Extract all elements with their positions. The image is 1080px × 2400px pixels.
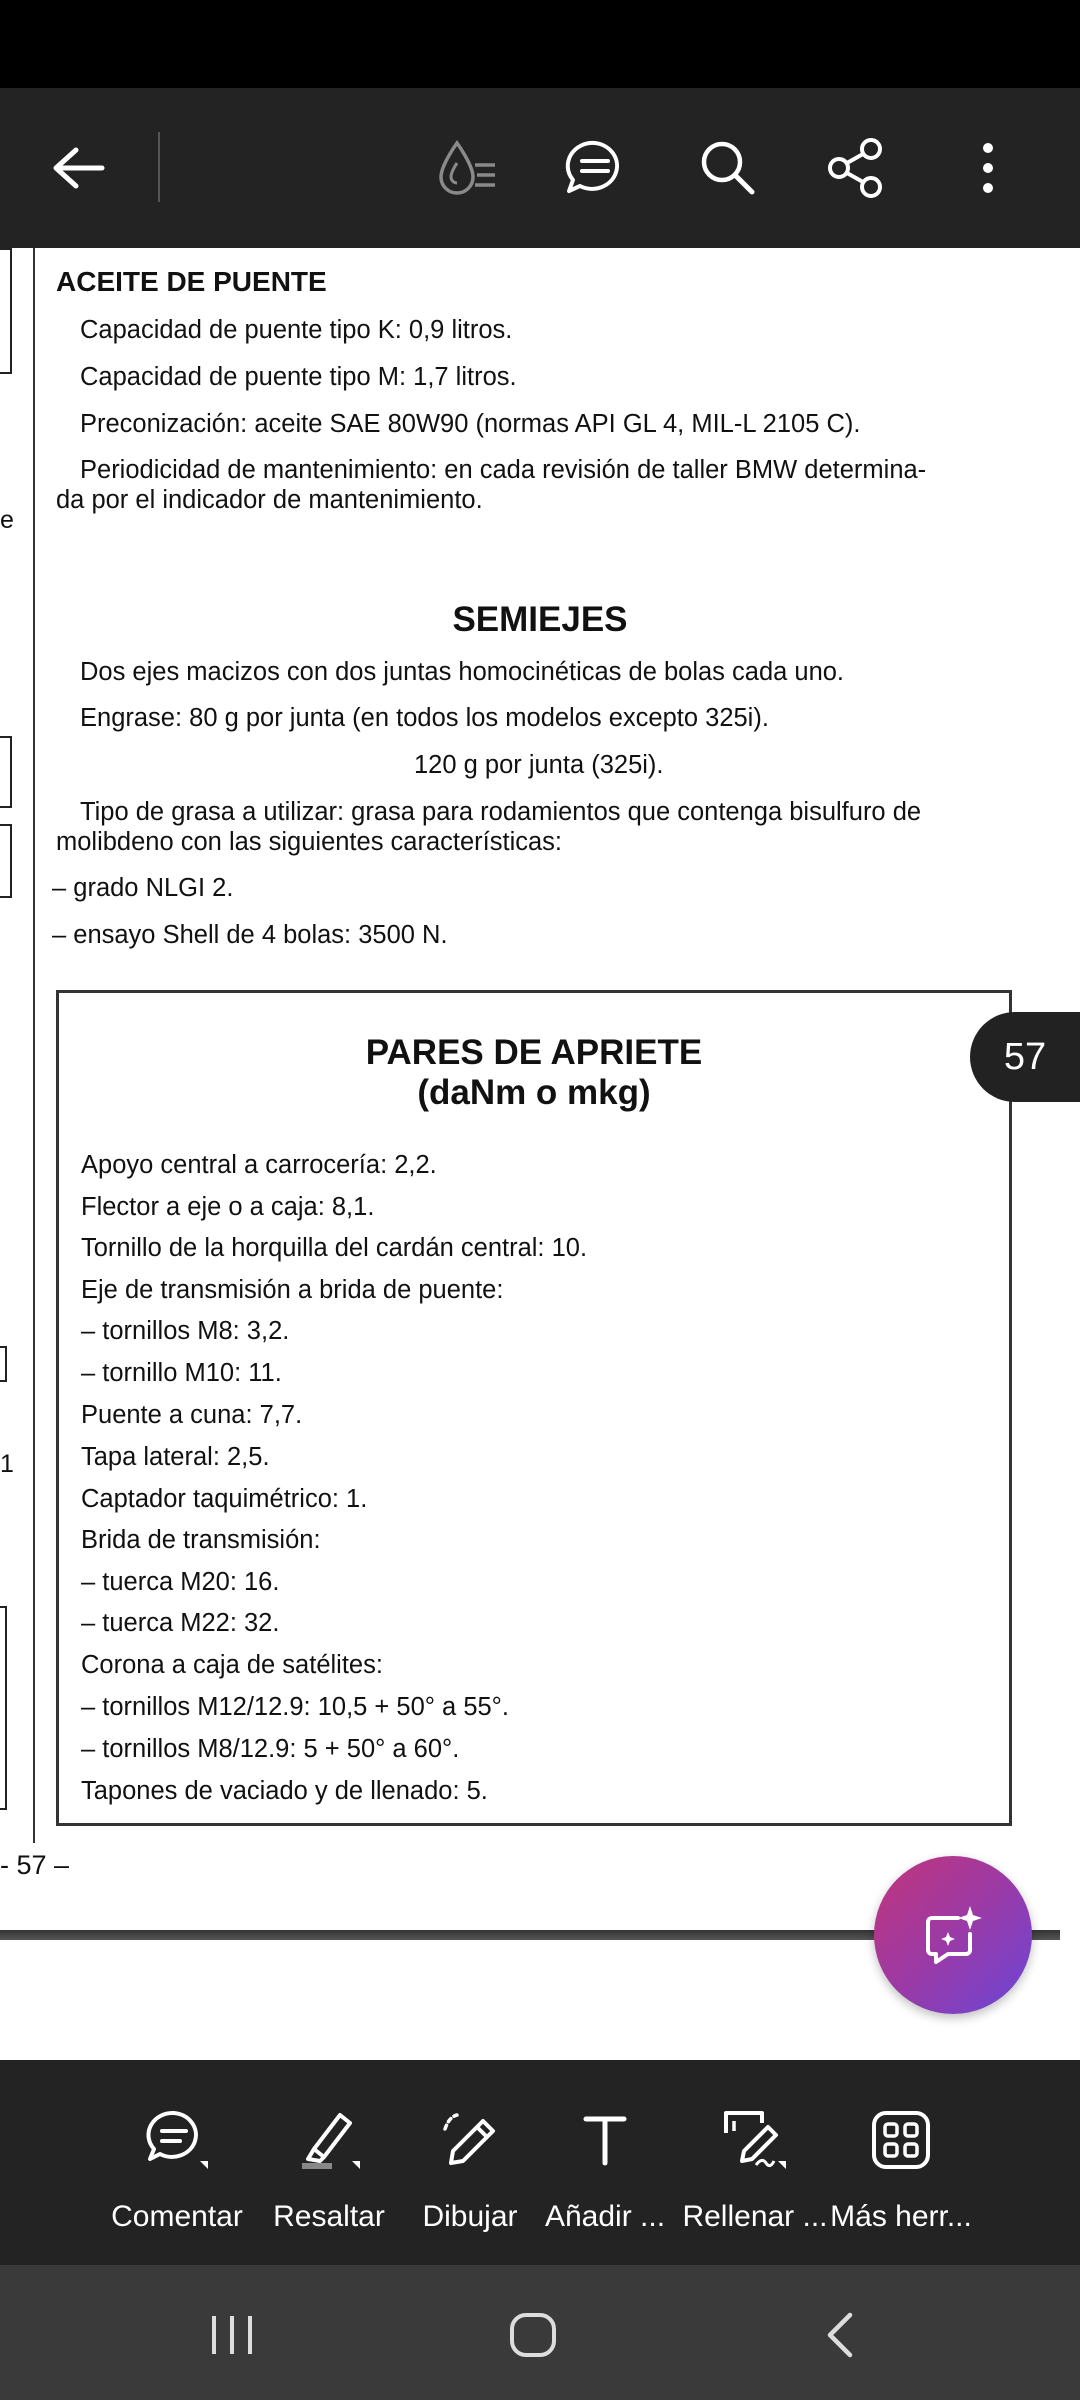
comment-icon	[142, 2105, 212, 2175]
more-options-button[interactable]	[948, 128, 1028, 208]
text-line: Capacidad de puente tipo M: 1,7 litros.	[80, 363, 517, 391]
ai-assistant-sparkle-icon	[918, 1900, 988, 1970]
ai-assistant-button[interactable]	[874, 1856, 1032, 2014]
home-icon	[506, 2307, 562, 2363]
box-title-line1: PARES DE APRIETE	[365, 1033, 703, 1072]
system-navigation-bar	[0, 2265, 1080, 2400]
highlighter-icon	[294, 2105, 364, 2175]
torque-line: Puente a cuna: 7,7.	[81, 1401, 303, 1429]
torque-line: – tuerca M20: 16.	[81, 1568, 280, 1596]
more-vertical-icon	[973, 138, 1003, 198]
tool-label: Añadir ...	[544, 2200, 666, 2233]
torque-line: Corona a caja de satélites:	[81, 1651, 383, 1679]
torque-line: Apoyo central a carrocería: 2,2.	[81, 1151, 437, 1179]
left-edge-fragment	[0, 1346, 7, 1382]
text-line: Preconización: aceite SAE 80W90 (normas API GL 4, MIL-L 2105 C).	[80, 410, 861, 438]
system-back-button[interactable]	[800, 2295, 880, 2375]
torque-line: Flector a eje o a caja: 8,1.	[81, 1193, 375, 1221]
torque-line: – tornillos M8: 3,2.	[81, 1317, 290, 1345]
fill-sign-icon	[720, 2105, 790, 2175]
share-icon	[823, 135, 889, 201]
arrow-left-icon	[48, 143, 108, 193]
more-tools-grid-icon	[866, 2105, 936, 2175]
torque-line: Tapones de vaciado y de llenado: 5.	[81, 1777, 488, 1805]
tool-label: Rellenar ...	[682, 2200, 828, 2233]
torque-line: – tornillos M12/12.9: 10,5 + 50° a 55°.	[81, 1693, 509, 1721]
text-line: – grado NLGI 2.	[52, 874, 234, 902]
tool-comentar[interactable]	[100, 2060, 254, 2265]
recents-icon	[202, 2310, 262, 2360]
box-title-line2: (daNm o mkg)	[417, 1073, 651, 1112]
search-button[interactable]	[688, 128, 768, 208]
text-line: 120 g por junta (325i).	[414, 751, 664, 779]
page-footer-number: - 57 –	[0, 1850, 70, 1880]
tool-label: Resaltar	[273, 2200, 385, 2233]
torque-line: – tornillos M8/12.9: 5 + 50° a 60°.	[81, 1735, 460, 1763]
left-edge-text: 1	[0, 1450, 14, 1478]
text-line: Capacidad de puente tipo K: 0,9 litros.	[80, 316, 513, 344]
tool-label: Dibujar	[422, 2200, 518, 2233]
left-edge-text: e	[0, 506, 14, 534]
text-line: da por el indicador de mantenimiento.	[56, 486, 483, 514]
torque-line: Captador taquimétrico: 1.	[81, 1485, 368, 1513]
tool-dibujar[interactable]	[410, 2060, 530, 2265]
comment-list-button[interactable]	[555, 128, 635, 208]
tool-rellenar-firmar[interactable]	[680, 2060, 830, 2265]
torque-line: – tornillo M10: 11.	[81, 1359, 282, 1387]
comment-list-icon	[560, 133, 630, 203]
top-toolbar	[0, 88, 1080, 248]
tool-mas-herramientas[interactable]	[826, 2060, 976, 2265]
section-heading-semiejes: SEMIEJES	[452, 600, 628, 639]
text-line: Dos ejes macizos con dos juntas homocinéticas de bolas cada uno.	[80, 658, 845, 686]
tool-anadir-texto[interactable]	[540, 2060, 670, 2265]
bottom-tools-bar	[0, 2060, 1080, 2265]
pencil-draw-icon	[435, 2105, 505, 2175]
toolbar-divider	[158, 132, 160, 202]
tool-label: Comentar	[111, 2200, 243, 2233]
back-chevron-icon	[820, 2307, 860, 2363]
page-number-badge[interactable]: 57	[970, 1012, 1080, 1102]
text-line: – ensayo Shell de 4 bolas: 3500 N.	[52, 921, 448, 949]
tool-resaltar[interactable]	[264, 2060, 394, 2265]
text-add-icon	[570, 2105, 640, 2175]
pares-de-apriete-box	[56, 990, 1012, 1826]
text-line: Periodicidad de mantenimiento: en cada revisión de taller BMW determina-	[80, 456, 927, 484]
torque-line: Eje de transmisión a brida de puente:	[81, 1276, 504, 1304]
droplet-list-button[interactable]	[428, 128, 508, 208]
share-button[interactable]	[816, 128, 896, 208]
page-margin-rule	[33, 248, 35, 1843]
text-line: Engrase: 80 g por junta (en todos los modelos excepto 325i).	[80, 704, 769, 732]
left-edge-fragment	[0, 248, 12, 374]
torque-line: Brida de transmisión:	[81, 1526, 321, 1554]
droplet-list-icon	[433, 133, 503, 203]
text-line: Tipo de grasa a utilizar: grasa para rodamientos que contenga bisulfuro de	[80, 798, 922, 826]
back-button[interactable]	[38, 128, 118, 208]
left-edge-fragment	[0, 736, 12, 808]
section-heading-aceite: ACEITE DE PUENTE	[56, 266, 327, 297]
torque-line: Tornillo de la horquilla del cardán central: 10.	[81, 1234, 588, 1262]
home-button[interactable]	[494, 2295, 574, 2375]
search-icon	[696, 136, 760, 200]
recents-button[interactable]	[192, 2295, 272, 2375]
left-edge-fragment	[0, 824, 12, 898]
tool-label: Más herr...	[830, 2200, 972, 2233]
status-bar	[0, 0, 1080, 88]
torque-line: – tuerca M22: 32.	[81, 1609, 280, 1637]
left-edge-fragment	[0, 1606, 7, 1810]
torque-line: Tapa lateral: 2,5.	[81, 1443, 270, 1471]
text-line: molibdeno con las siguientes características:	[56, 828, 563, 856]
document-page[interactable]	[0, 248, 1080, 2060]
